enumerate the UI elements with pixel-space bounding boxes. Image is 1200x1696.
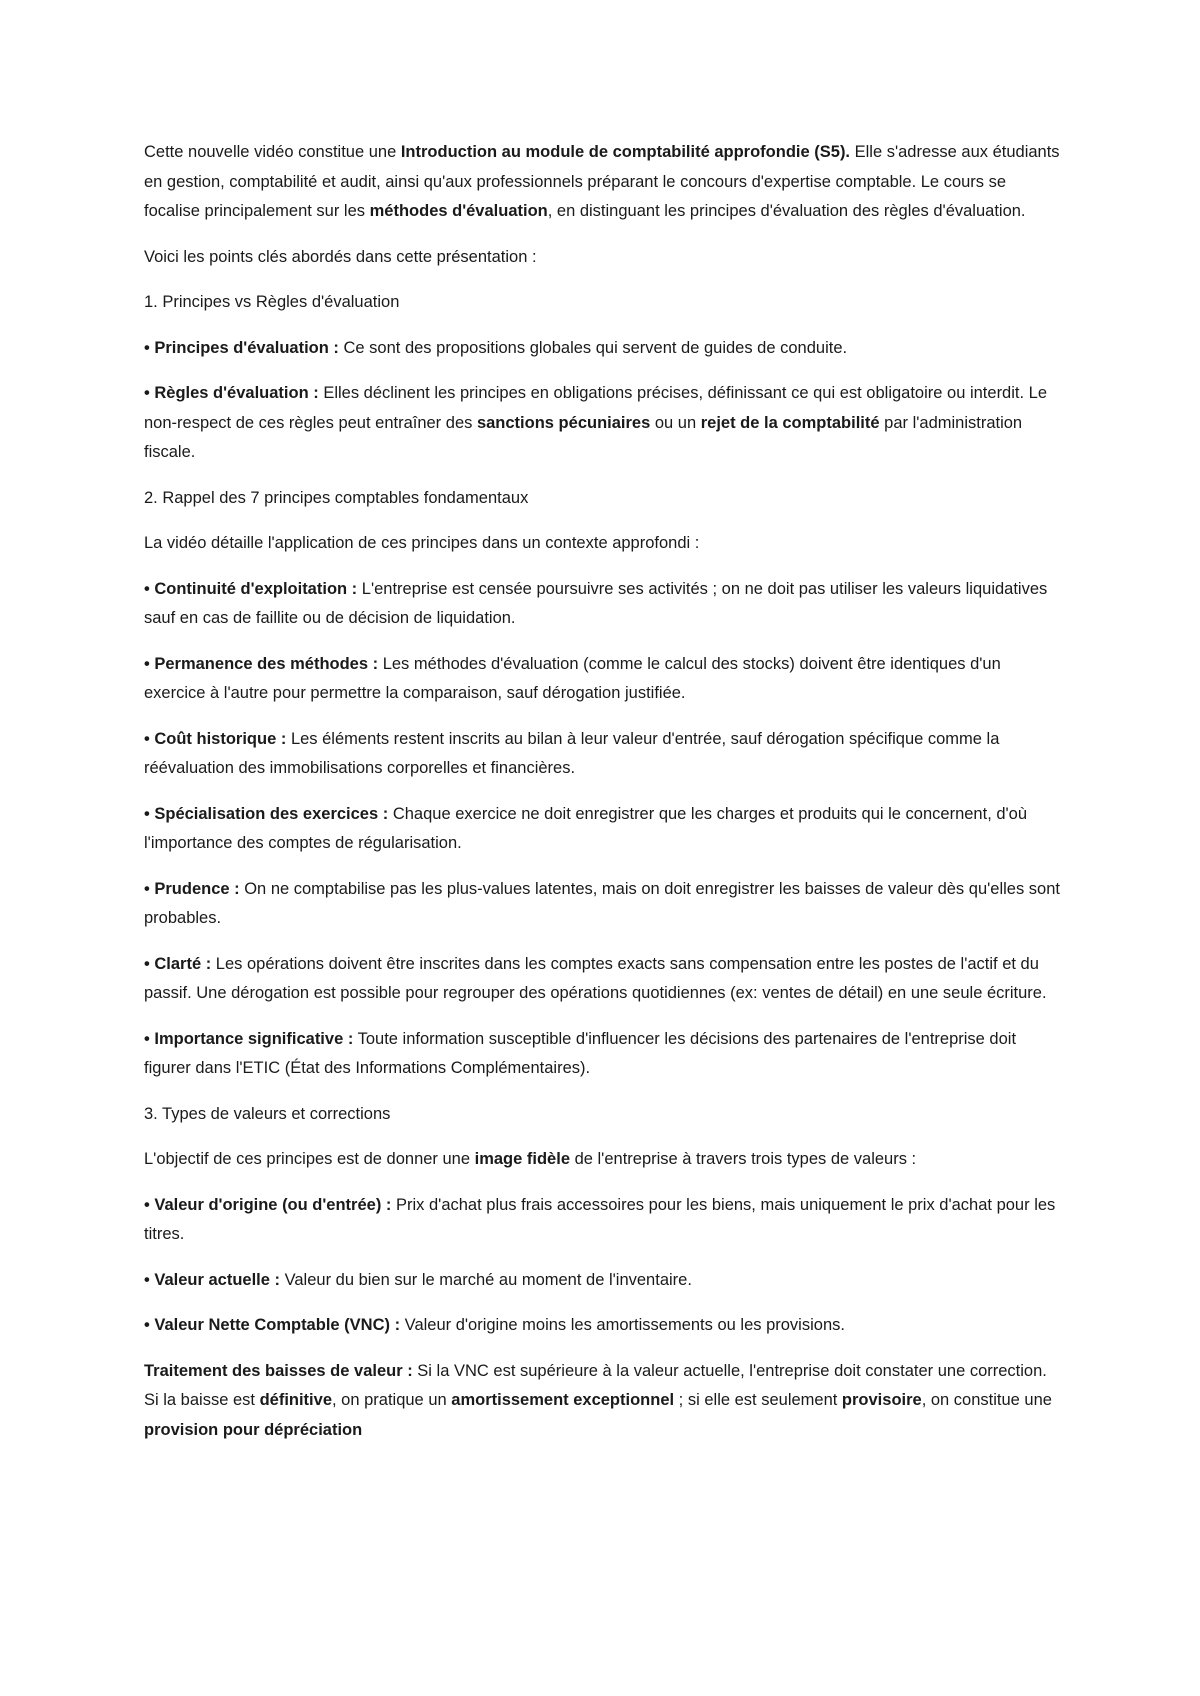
item-label: Traitement des baisses de valeur : <box>144 1361 413 1380</box>
item-text: Valeur d'origine moins les amortissements ou les provisions. <box>400 1316 845 1334</box>
intro-paragraph <box>144 138 1064 227</box>
section3-intro <box>144 1145 1064 1175</box>
list-item <box>144 575 1064 634</box>
item-text: Valeur du bien sur le marché au moment de l'inventaire. <box>280 1270 692 1289</box>
intro-text: Cette nouvelle vidéo constitue une <box>144 143 401 161</box>
document-page <box>144 138 1064 1461</box>
item-bold: amortissement exceptionnel <box>451 1391 675 1409</box>
list-item <box>144 725 1064 784</box>
item-label: • Clarté : <box>144 954 212 973</box>
list-item <box>144 875 1064 934</box>
item-text: ; si elle est seulement <box>674 1391 842 1409</box>
list-item <box>144 650 1064 709</box>
points-intro: Voici les points clés abordés dans cette présentation : <box>144 247 537 266</box>
intro-text: , en distinguant les principes d'évaluation des règles d'évaluation. <box>547 202 1026 220</box>
item-text: , on constitue une <box>921 1391 1052 1409</box>
list-item <box>144 1191 1064 1250</box>
item-text: , on pratique un <box>332 1391 452 1409</box>
item-bold: définitive <box>259 1391 332 1409</box>
intro-bold-methodes: méthodes d'évaluation <box>369 202 548 220</box>
item-text: Prix d'achat plus frais accessoires pour les biens, mais uniquement le prix d'achat pour les titres. <box>144 1195 1056 1243</box>
intro-text: Elle s'adresse aux étudiants en gestion, comptabilité et audit, ainsi qu'aux professionnels préparant le concours d'expertise comptable. Le cours se focalise principalement sur les <box>144 143 1060 220</box>
item-bold: image fidèle <box>474 1150 570 1168</box>
item-label: • Valeur actuelle : <box>144 1270 281 1289</box>
item-text: L'objectif de ces principes est de donner une <box>144 1150 475 1168</box>
item-text: Les éléments restent inscrits au bilan à leur valeur d'entrée, sauf dérogation spécifique comme la réévaluation des immobilisations corporelles et financières. <box>144 729 1000 777</box>
item-text: Les méthodes d'évaluation (comme le calcul des stocks) doivent être identiques d'un exercice à l'autre pour permettre la comparaison, sauf dérogation justifiée. <box>144 654 1001 702</box>
list-item <box>144 1311 1064 1341</box>
item-label: • Continuité d'exploitation : <box>144 579 358 598</box>
item-label: • Règles d'évaluation : <box>144 384 319 402</box>
item-text: Si la VNC est supérieure à la valeur actuelle, l'entreprise doit constater une correction. Si la baisse est <box>144 1361 1047 1409</box>
item-label: • Prudence : <box>144 879 240 898</box>
item-text: Les opérations doivent être inscrites dans les comptes exacts sans compensation entre les postes de l'actif et du passif. Une dérogation est possible pour regrouper des opérations quotidiennes (ex: ventes de détail) en une seule écriture. <box>144 954 1047 1002</box>
item-text: Ce sont des propositions globales qui servent de guides de conduite. <box>338 338 848 357</box>
item-label: • Permanence des méthodes : <box>144 654 379 673</box>
traitement-paragraph <box>144 1357 1064 1446</box>
section2-intro: La vidéo détaille l'application de ces principes dans un contexte approfondi : <box>144 534 700 552</box>
section2-heading: 2. Rappel des 7 principes comptables fondamentaux <box>144 488 529 507</box>
list-item <box>144 334 1064 364</box>
list-item <box>144 800 1064 859</box>
item-bold: provisoire <box>841 1391 922 1409</box>
item-label: • Valeur d'origine (ou d'entrée) : <box>144 1195 392 1214</box>
item-text: de l'entreprise à travers trois types de valeurs : <box>570 1150 917 1168</box>
item-label: • Importance significative : <box>144 1029 354 1048</box>
item-label: • Spécialisation des exercices : <box>144 804 389 823</box>
item-bold: rejet de la comptabilité <box>700 413 880 432</box>
item-bold: provision pour dépréciation <box>144 1420 363 1439</box>
list-item <box>144 1025 1064 1084</box>
item-text: Elles déclinent les principes en obligations précises, définissant ce qui est obligatoire ou interdit. Le non-respect de ces règles peut entraîner des <box>144 384 1048 432</box>
item-text: Toute information susceptible d'influencer les décisions des partenaires de l'entreprise doit figurer dans l'ETIC (État des Informations Complémentaires). <box>144 1029 1017 1077</box>
item-label: • Valeur Nette Comptable (VNC) : <box>144 1316 401 1334</box>
section1-heading: 1. Principes vs Règles d'évaluation <box>144 293 400 311</box>
item-text: On ne comptabilise pas les plus-values latentes, mais on doit enregistrer les baisses de valeur dès qu'elles sont probables. <box>144 879 1060 927</box>
item-bold: sanctions pécuniaires <box>476 413 651 432</box>
item-text: par l'administration fiscale. <box>144 413 1023 461</box>
item-text: ou un <box>650 413 701 432</box>
list-item <box>144 379 1064 468</box>
item-text: Chaque exercice ne doit enregistrer que les charges et produits qui le concernent, d'où l'importance des comptes de régularisation. <box>144 804 1028 852</box>
item-label: • Coût historique : <box>144 729 287 748</box>
item-text: L'entreprise est censée poursuivre ses activités ; on ne doit pas utiliser les valeurs liquidatives sauf en cas de faillite ou de décision de liquidation. <box>144 579 1048 627</box>
list-item <box>144 1266 1064 1296</box>
intro-bold-module: Introduction au module de comptabilité approfondie (S5). <box>400 143 851 161</box>
item-label: • Principes d'évaluation : <box>144 338 339 357</box>
section3-heading: 3. Types de valeurs et corrections <box>144 1104 391 1123</box>
list-item <box>144 950 1064 1009</box>
